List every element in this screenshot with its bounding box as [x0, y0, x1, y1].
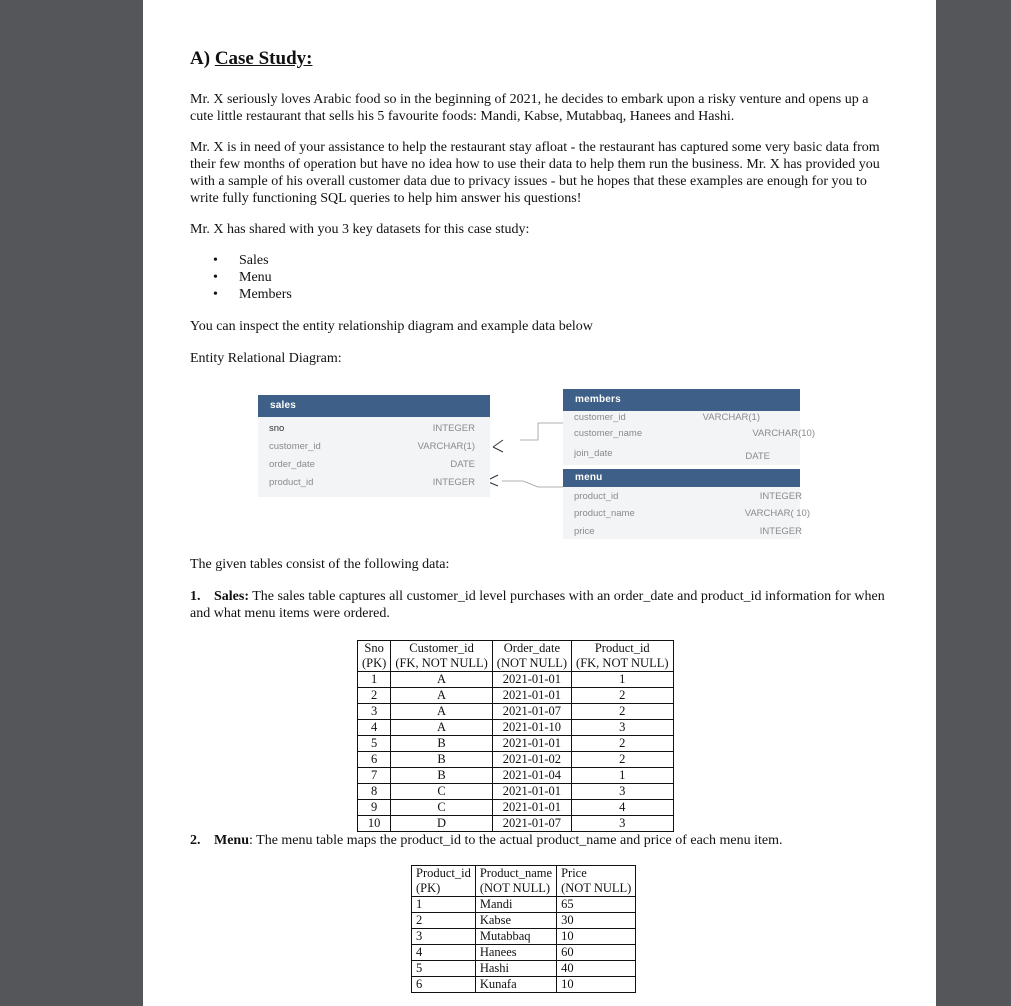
erd-table-menu: [563, 469, 810, 539]
entity-relationship-diagram: [258, 385, 815, 543]
inspect-text: You can inspect the entity relationship diagram and example data below: [190, 319, 593, 334]
erd-row: [258, 474, 490, 491]
item-number: 1.: [190, 589, 201, 604]
item-bold: Menu: [214, 833, 249, 848]
table-row: 8 C 2021-01-01 3: [358, 784, 674, 800]
erd-column-name: order_date: [269, 459, 315, 470]
table-row: 1 A 2021-01-01 1: [358, 672, 674, 688]
menu-table-body: [412, 897, 636, 993]
erd-column-name: customer_id: [574, 412, 626, 423]
table-row: 4 A 2021-01-10 3: [358, 720, 674, 736]
table-header: Price (NOT NULL): [557, 866, 636, 897]
sales-table-body: [358, 672, 674, 832]
erd-row: [563, 425, 815, 442]
erd-row: [563, 409, 800, 426]
erd-column-name: product_id: [269, 477, 314, 488]
erd-table-sales: [258, 395, 490, 497]
table-row: 4 Hanees 60: [412, 945, 636, 961]
table-row: 6 Kunafa 10: [412, 977, 636, 993]
list-item: • Sales: [213, 252, 292, 269]
item-number: 2.: [190, 833, 201, 848]
erd-column-type: DATE: [450, 459, 475, 470]
sales-table: [357, 640, 674, 832]
erd-table-members: [563, 389, 815, 465]
table-row: 2 A 2021-01-01 2: [358, 688, 674, 704]
list-item: • Menu: [213, 269, 292, 286]
table-header-row: [358, 641, 674, 672]
dataset-list: [213, 252, 292, 303]
table-header: Customer_id (FK, NOT NULL): [391, 641, 492, 672]
table-header: Sno (PK): [358, 641, 391, 672]
erd-column-type: INTEGER: [759, 491, 802, 502]
erd-column-name: price: [574, 526, 595, 537]
erd-column-name: product_id: [574, 491, 619, 502]
erd-column-name: customer_id: [269, 441, 321, 452]
menu-description: [190, 832, 890, 849]
item-bold: Sales:: [214, 589, 249, 604]
item-text: : The menu table maps the product_id to the actual product_name and price of each menu item.: [249, 833, 783, 848]
erd-column-name: join_date: [574, 448, 613, 459]
table-header: Product_name (NOT NULL): [475, 866, 556, 897]
section-heading: [190, 48, 312, 70]
erd-column-name: product_name: [574, 508, 635, 519]
erd-column-type: INTEGER: [759, 526, 802, 537]
erd-column-name: customer_name: [574, 428, 643, 439]
erd-column-name: sno: [269, 423, 285, 434]
erd-column-type: VARCHAR(10): [752, 428, 815, 439]
intro-paragraph-1: Mr. X seriously loves Arabic food so in the beginning of 2021, he decides to embark upon a risky venture and opens up a cute little restaurant that sells his 5 favourite foods: Mandi, Kabse, Mutabbaq, Hanees and Hashi.: [190, 92, 869, 124]
document-page: [143, 0, 936, 1006]
table-header: Product_id (PK): [412, 866, 476, 897]
intro-paragraph-3: Mr. X has shared with you 3 key datasets for this case study:: [190, 222, 530, 237]
table-row: 6 B 2021-01-02 2: [358, 752, 674, 768]
erd-row: [258, 420, 490, 437]
table-row: 3 A 2021-01-07 2: [358, 704, 674, 720]
erd-column-type: INTEGER: [432, 423, 475, 434]
heading-prefix: A): [190, 48, 211, 69]
list-item: • Members: [213, 286, 292, 303]
menu-table: [411, 865, 636, 993]
table-header-row: [412, 866, 636, 897]
erd-row: [563, 488, 800, 505]
erd-row: [563, 505, 810, 522]
erd-table-name: members: [563, 389, 800, 411]
erd-row: [563, 445, 800, 462]
table-row: 1 Mandi 65: [412, 897, 636, 913]
erd-column-type: INTEGER: [432, 477, 475, 488]
intro-paragraph-2: Mr. X is in need of your assistance to help the restaurant stay afloat - the restaurant has captured some very basic data from their few months of operation but have no idea how to use their data to help them run the business. Mr. X has provided you with a sample of his overall customer data due to privacy issues - but he hopes that these examples are enough for you to write fully functioning SQL queries to help him answer his questions!: [190, 140, 880, 206]
given-text: The given tables consist of the following data:: [190, 557, 450, 572]
erd-table-name: sales: [258, 395, 490, 417]
table-row: 9 C 2021-01-01 4: [358, 800, 674, 816]
erd-column-type: VARCHAR(1): [417, 441, 475, 452]
erd-row: [258, 456, 490, 473]
erd-table-name: menu: [563, 469, 800, 487]
erd-column-type: DATE: [745, 451, 770, 462]
table-row: 3 Mutabbaq 10: [412, 929, 636, 945]
table-row: 2 Kabse 30: [412, 913, 636, 929]
table-header: Product_id (FK, NOT NULL): [572, 641, 673, 672]
table-row: 5 B 2021-01-01 2: [358, 736, 674, 752]
table-row: 10 D 2021-01-07 3: [358, 816, 674, 832]
erd-row: [563, 523, 800, 540]
heading-title: Case Study:: [214, 48, 313, 69]
erd-column-type: VARCHAR(1): [702, 412, 760, 423]
sales-description: [190, 588, 890, 622]
erd-row: [258, 438, 490, 455]
erd-column-type: VARCHAR( 10): [744, 508, 810, 519]
item-text: The sales table captures all customer_id level purchases with an order_date and product_id information for when and what menu items were ordered.: [190, 589, 885, 621]
table-row: 7 B 2021-01-04 1: [358, 768, 674, 784]
table-row: 5 Hashi 40: [412, 961, 636, 977]
erd-label: Entity Relational Diagram:: [190, 351, 342, 366]
table-header: Order_date (NOT NULL): [492, 641, 571, 672]
